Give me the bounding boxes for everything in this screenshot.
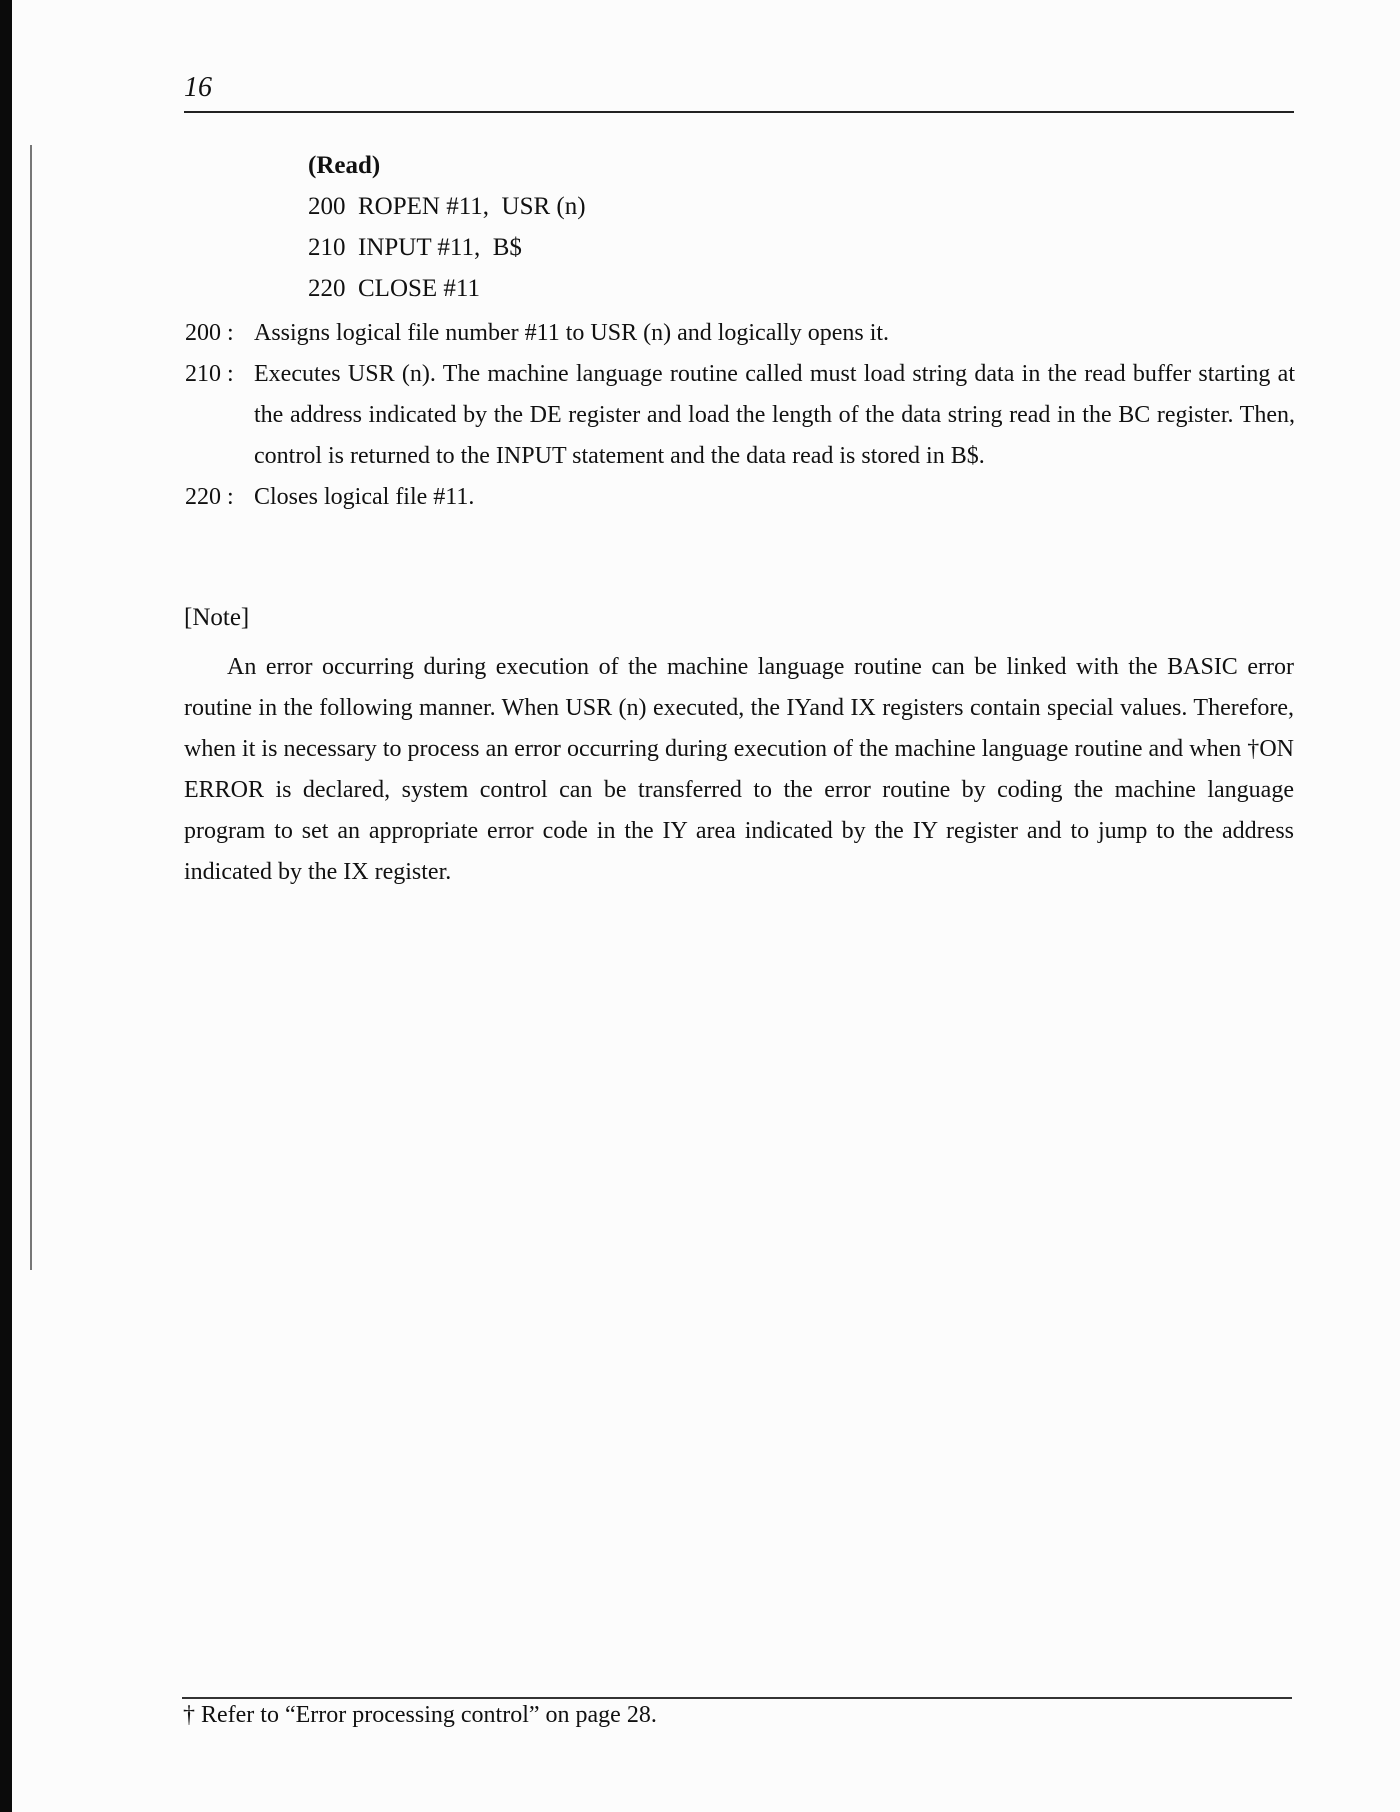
code-line: 200 ROPEN #11, USR (n) (308, 193, 586, 220)
code-example-title: (Read) (308, 152, 381, 179)
page-number: 16 (184, 72, 212, 103)
explanation-item (185, 354, 1295, 477)
code-example (308, 145, 586, 309)
explanation-text: Assigns logical file number #11 to USR (n) and logically opens it. (254, 320, 890, 346)
footnote-rule (182, 1697, 1292, 1699)
explanation-line-number: 210 : (185, 361, 234, 387)
binding-shadow-line (30, 145, 32, 1270)
code-line: 210 INPUT #11, B$ (308, 234, 522, 261)
note-paragraph: An error occurring during execution of the machine language routine can be linked with the BASIC error routine in the following manner. When USR (n) executed, the IYand IX registers contain special values. Therefore, when it is necessary to process an error occurring during execution of the machine language routine and when †ON ERROR is declared, system control can be transferred to the error routine by coding the machine language program to set an appropriate error code in the IY area indicated by the IY register and to jump to the address indicated by the IX register. (184, 654, 1294, 885)
explanation-text: Executes USR (n). The machine language routine called must load string data in the read buffer starting at the address indicated by the DE register and load the length of the data string read in the BC register. Then, control is returned to the INPUT statement and the data read is stored in B$. (254, 361, 1295, 469)
footnote: † Refer to “Error processing control” on page 28. (183, 1702, 657, 1728)
explanation-item (185, 313, 1295, 354)
header-rule (184, 111, 1294, 113)
note-heading: [Note] (184, 604, 250, 631)
explanation-text: Closes logical file #11. (254, 484, 475, 510)
explanation-line-number: 200 : (185, 320, 234, 346)
page-binding-edge (0, 0, 12, 1812)
explanation-item (185, 477, 1295, 518)
explanation-line-number: 220 : (185, 484, 234, 510)
code-line: 220 CLOSE #11 (308, 275, 480, 302)
line-explanations (185, 313, 1295, 518)
